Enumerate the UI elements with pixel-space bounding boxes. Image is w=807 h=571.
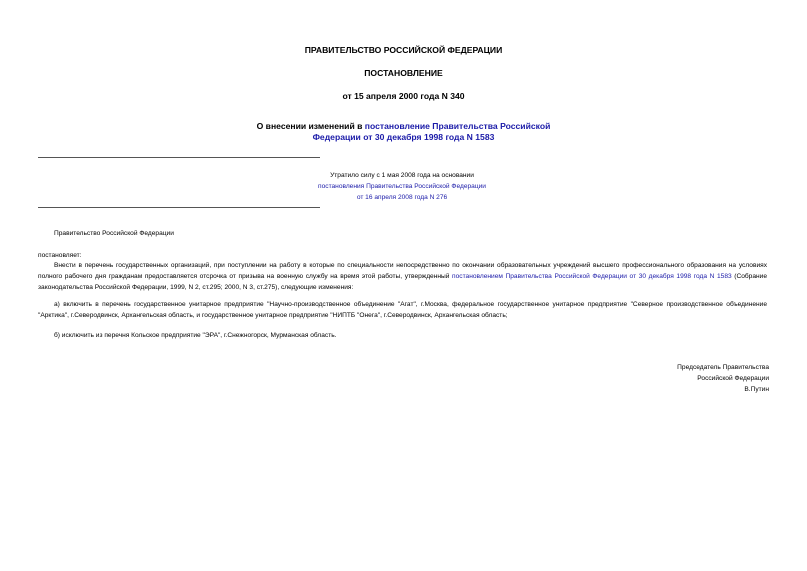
signature-position-line1: Председатель Правительства	[677, 364, 769, 371]
signature-position-line2: Российской Федерации	[697, 375, 769, 382]
title-prefix: О внесении изменений в	[256, 121, 365, 131]
status-note-repeal-link-cont[interactable]: от 16 апреля 2008 года N 276	[356, 194, 448, 201]
title-amended-act-link[interactable]: постановление Правительства Российской	[364, 121, 551, 131]
title-amended-act-link-cont[interactable]: Федерации от 30 декабря 1998 года N 1583	[312, 132, 495, 142]
intro-tail: (Собрание законодательства Российской Федерации, 1999, N 2, ст.295; 2000, N 3, ст.275), следующие изменения:	[38, 273, 767, 291]
document-type-heading: ПОСТАНОВЛЕНИЕ	[364, 68, 443, 78]
document-title	[0, 121, 807, 131]
signature-name: В.Путин	[744, 386, 769, 393]
status-note-line1: Утратило силу с 1 мая 2008 года на основании	[330, 172, 474, 179]
issuer-text: Правительство Российской Федерации	[54, 230, 174, 237]
document-title-line2	[0, 132, 807, 142]
divider-bottom	[38, 207, 320, 208]
status-note-repeal-link[interactable]: постановления Правительства Российской Федерации	[318, 183, 486, 190]
intro-text: Внести в перечень государственных организаций, при поступлении на работу в которые по специальности непосредственно по окончании образовательных учреждений высшего профессионального образования на условиях полного рабочего дня гражданам предоставляется отсрочка от призыва на военную службу на время этой работы, утвержденный	[38, 262, 767, 280]
intro-paragraph	[38, 260, 767, 293]
item-b-paragraph: б) исключить из перечня Кольское предприятие "ЭРА", г.Снежногорск, Мурманская область.	[54, 332, 337, 339]
item-a-paragraph: а) включить в перечень государственное унитарное предприятие "Научно-производственное объединение "Агат", г.Москва, федеральное государственное унитарное предприятие "Северное производственное объединение "Арктика", г.Северодвинск, Архангельская область, и государственное унитарное предприятие "НИПТБ "Онега", г.Северодвинск, Архангельская область;	[38, 301, 767, 319]
date-number-heading: от 15 апреля 2000 года N 340	[342, 91, 465, 101]
divider-top	[38, 157, 320, 158]
resolves-text: постановляет:	[38, 252, 82, 259]
government-heading: ПРАВИТЕЛЬСТВО РОССИЙСКОЙ ФЕДЕРАЦИИ	[304, 45, 503, 55]
intro-act-link[interactable]: постановлением Правительства Российской Федерации от 30 декабря 1998 года N 1583	[452, 273, 732, 280]
